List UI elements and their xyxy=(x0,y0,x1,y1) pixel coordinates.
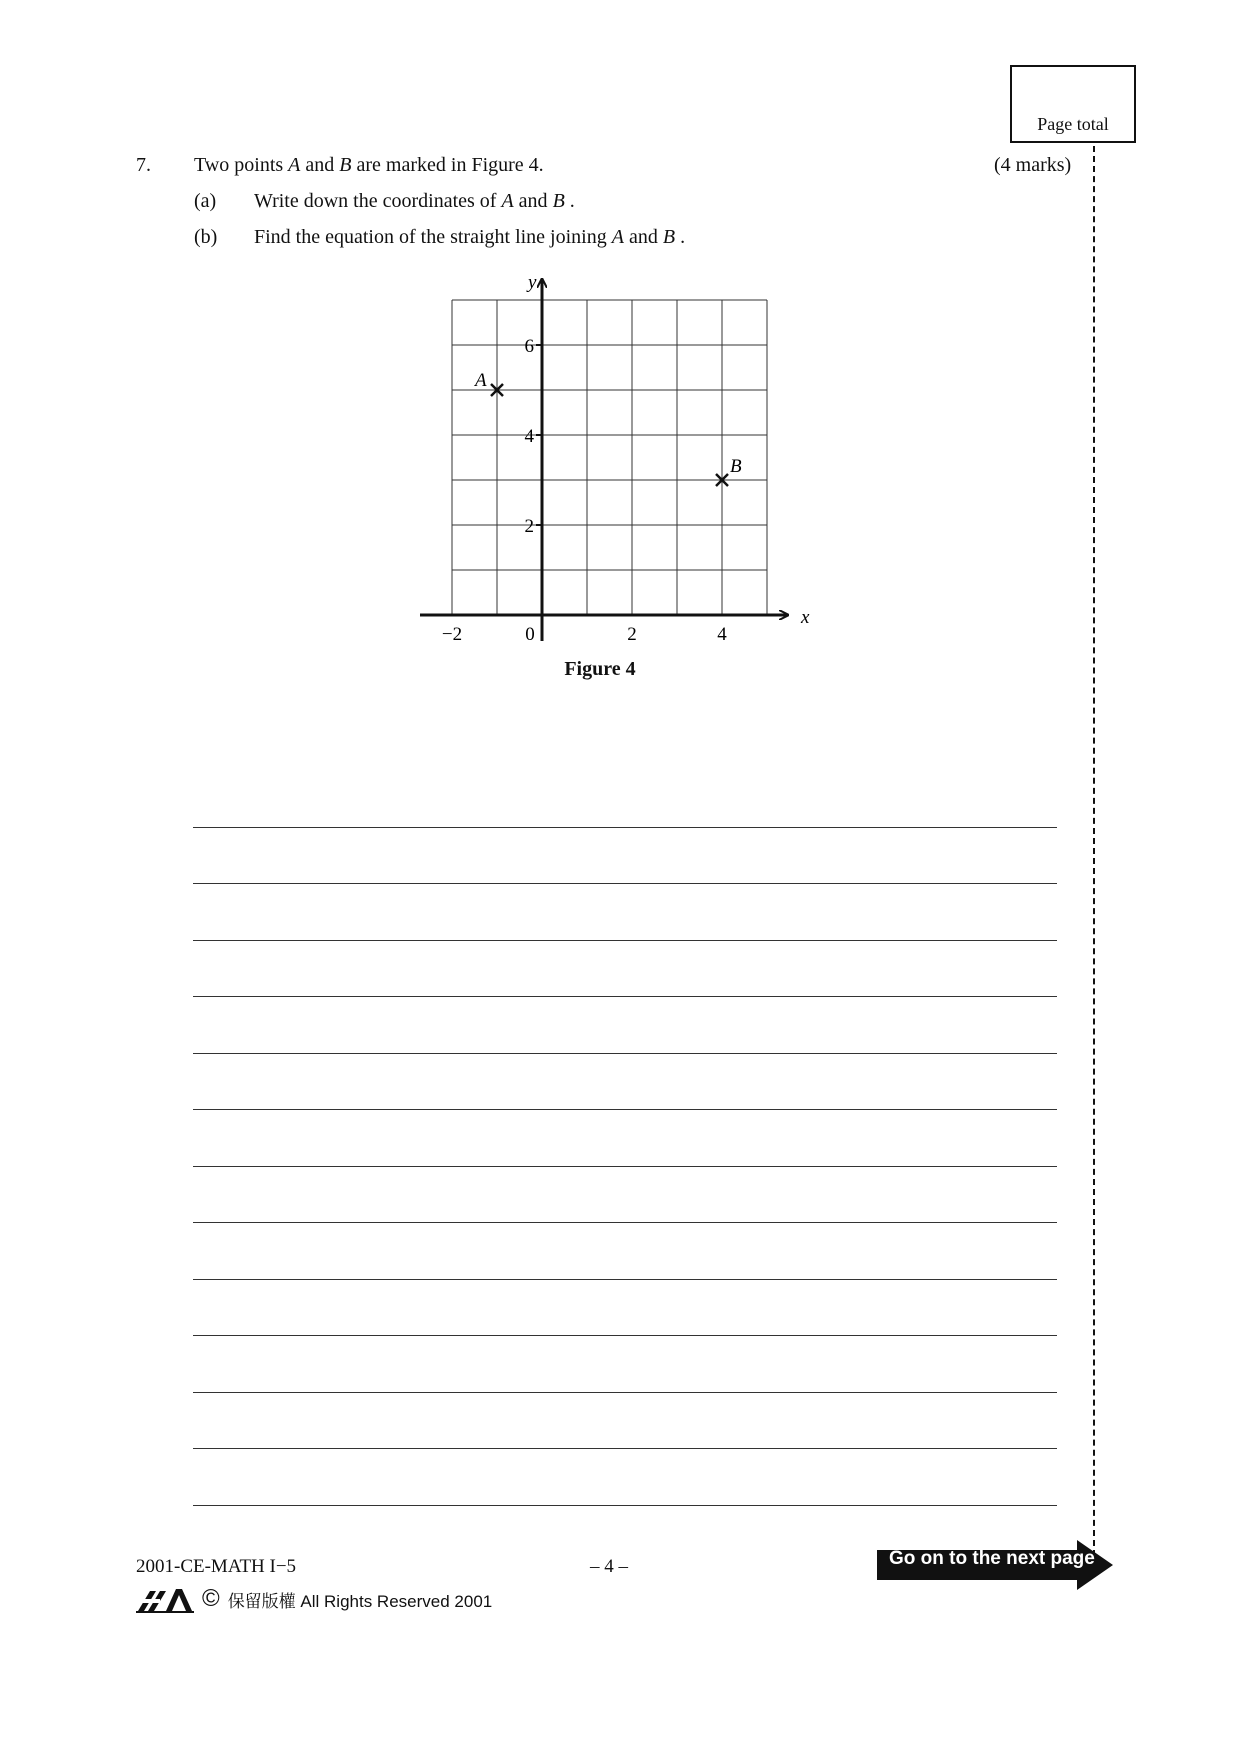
answer-line[interactable] xyxy=(193,1280,1057,1337)
point-b-ref: B xyxy=(339,154,352,176)
part-b-end: . xyxy=(680,226,686,248)
page-total-box xyxy=(1010,65,1136,143)
part-a-and: and xyxy=(518,190,548,212)
answer-line[interactable] xyxy=(193,771,1057,828)
answer-line[interactable] xyxy=(193,1110,1057,1167)
x-axis-label: x xyxy=(801,607,810,628)
intro-suffix: are marked in Figure 4. xyxy=(356,154,544,176)
y-tick-label: 6 xyxy=(524,336,534,357)
y-axis-label: y xyxy=(528,272,537,293)
y-tick-label: 2 xyxy=(524,516,534,537)
answer-line[interactable] xyxy=(193,1449,1057,1506)
answer-lines-area[interactable] xyxy=(193,771,1057,1506)
copyright-symbol: © xyxy=(202,1585,220,1612)
and-word: and xyxy=(305,154,335,176)
x-tick-label: 2 xyxy=(627,624,637,645)
figure-caption: Figure 4 xyxy=(564,658,636,680)
answer-line[interactable] xyxy=(193,1223,1057,1280)
part-b-label: (b) xyxy=(194,226,218,248)
part-a-prefix: Write down the coordinates of xyxy=(254,190,502,212)
question-number: 7. xyxy=(136,154,151,176)
next-page-banner xyxy=(877,1540,1113,1595)
part-b-prefix: Find the equation of the straight line joining xyxy=(254,226,612,248)
x-tick-label: −2 xyxy=(441,624,463,645)
part-a-text xyxy=(254,189,575,213)
margin-dashed-line xyxy=(1093,146,1095,1556)
question-intro xyxy=(194,153,544,177)
part-a-end: . xyxy=(569,190,575,212)
point-b-label: B xyxy=(730,456,742,477)
question-marks: (4 marks) xyxy=(994,154,1072,176)
x-tick-label: 0 xyxy=(525,624,535,645)
answer-line[interactable] xyxy=(193,1167,1057,1224)
part-b-and: and xyxy=(628,226,658,248)
figure-4-graph xyxy=(412,262,812,652)
part-a-label: (a) xyxy=(194,190,217,212)
footer-paper-code: 2001-CE-MATH I−5 xyxy=(136,1556,297,1577)
next-page-label: Go on to the next page xyxy=(889,1548,1095,1569)
answer-line[interactable] xyxy=(193,1393,1057,1450)
footer-page-number: – 4 – xyxy=(590,1556,628,1577)
part-b-text xyxy=(254,225,685,249)
part-a-point-b: B xyxy=(552,190,565,212)
y-tick-label: 4 xyxy=(524,426,534,447)
point-a-ref: A xyxy=(288,154,301,176)
footer-copyright xyxy=(136,1585,492,1613)
answer-line[interactable] xyxy=(193,941,1057,998)
answer-line[interactable] xyxy=(193,828,1057,885)
intro-prefix: Two points xyxy=(194,154,289,176)
answer-line[interactable] xyxy=(193,1054,1057,1111)
part-a-point-a: A xyxy=(501,190,514,212)
part-b-point-b: B xyxy=(662,226,676,248)
page-total-label: Page total xyxy=(1037,114,1109,134)
answer-line[interactable] xyxy=(193,997,1057,1054)
answer-line[interactable] xyxy=(193,884,1057,941)
hkeaa-logo-icon xyxy=(136,1585,194,1613)
part-b-point-a: A xyxy=(611,226,624,248)
answer-line[interactable] xyxy=(193,1336,1057,1393)
point-a-label: A xyxy=(475,370,487,391)
copyright-text: 保留版權 All Rights Reserved 2001 xyxy=(227,1591,493,1611)
x-tick-label: 4 xyxy=(717,624,727,645)
